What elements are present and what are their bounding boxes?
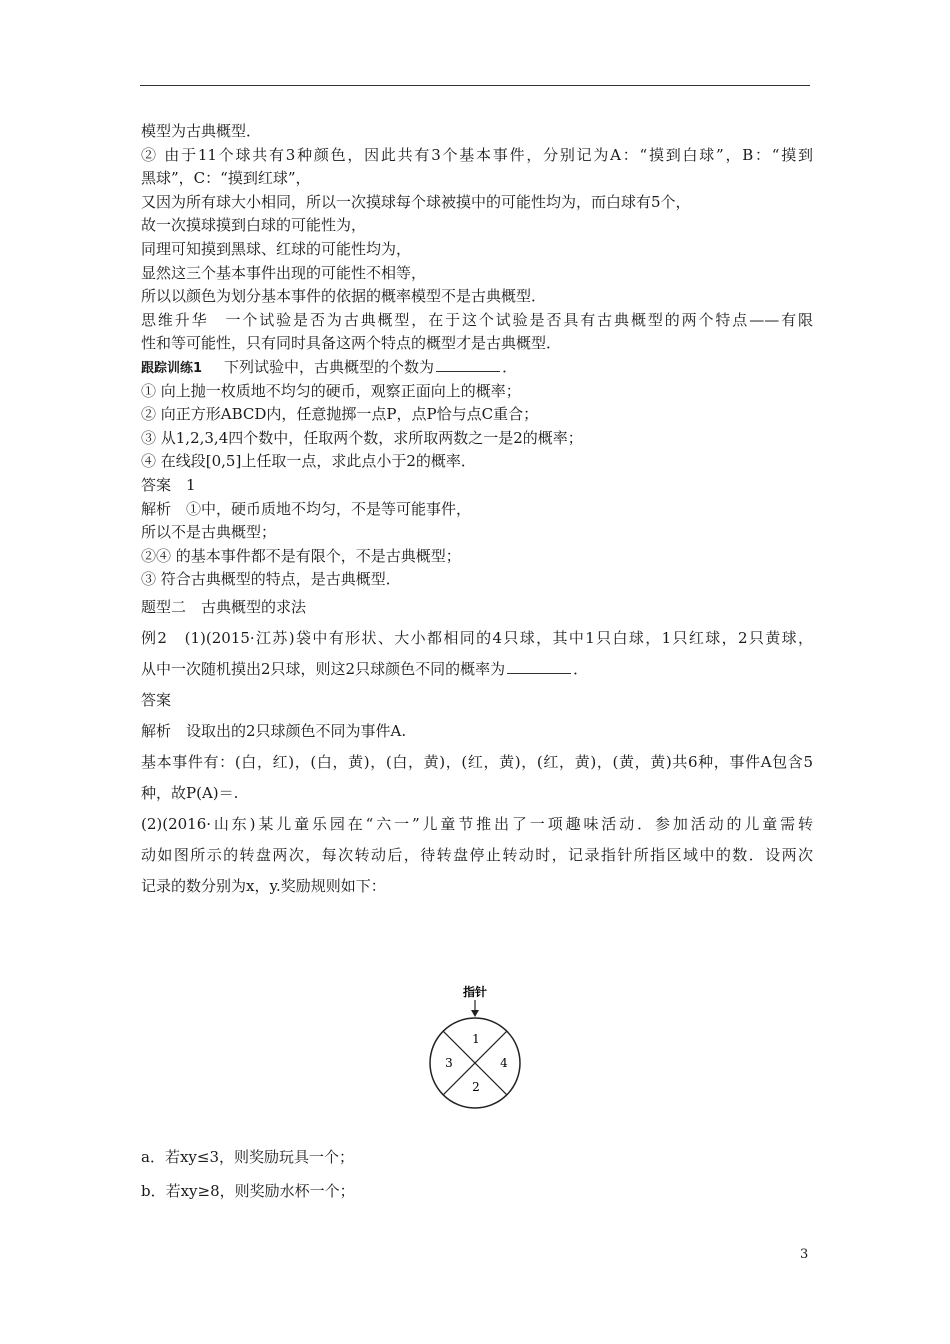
example-answer: 答案 bbox=[141, 690, 172, 709]
header-rule bbox=[140, 85, 810, 86]
example-line: 从中一次随机摸出2只球，则这2只球颜色不同的概率为 ． bbox=[141, 659, 589, 678]
example-line: 例2 (1)(2015·江苏)袋中有形状、大小都相同的4只球，其中1只白球，1只红球，2只黄球， bbox=[141, 628, 813, 647]
example-analysis: 解析 设取出的2只球颜色不同为事件A. bbox=[141, 721, 407, 740]
text-line: 黑球”，C：“摸到红球”， bbox=[141, 169, 311, 188]
text-line: 又因为所有球大小相同，所以一次摸球每个球被摸中的可能性均为，而白球有5个， bbox=[141, 192, 691, 211]
practice-analysis: ③ 符合古典概型的特点，是古典概型． bbox=[141, 570, 401, 589]
sector-label: 4 bbox=[500, 1056, 508, 1070]
practice-tag: 跟踪训练1 bbox=[141, 360, 203, 376]
pointer-arrowhead bbox=[471, 1010, 479, 1017]
sector-label: 3 bbox=[445, 1056, 453, 1070]
summary-line: 性和等可能性，只有同时具备这两个特点的概型才是古典概型． bbox=[141, 334, 562, 353]
rule-item: a．若xy≤3，则奖励玩具一个； bbox=[141, 1148, 354, 1166]
practice-item: ② 向正方形ABCD内，任意抛掷一点P，点P恰与点C重合； bbox=[141, 405, 539, 424]
sector-label: 1 bbox=[472, 1032, 480, 1046]
text-line: 故一次摸球摸到白球的可能性为， bbox=[141, 216, 367, 235]
summary-line: 思维升华 一个试验是否为古典概型，在于这个试验是否具有古典概型的两个特点——有限 bbox=[141, 310, 813, 329]
section-title: 题型二 古典概型的求法 bbox=[141, 597, 307, 616]
page-number: 3 bbox=[800, 1247, 809, 1262]
text-line: 同理可知摸到黑球、红球的可能性均为， bbox=[141, 239, 412, 258]
answer-blank bbox=[436, 357, 500, 372]
practice-item: ④ 在线段[0,5]上任取一点，求此点小于2的概率． bbox=[141, 452, 476, 471]
answer-blank bbox=[507, 659, 571, 674]
pointer-label: 指针 bbox=[462, 985, 488, 999]
practice-answer: 答案 1 bbox=[141, 475, 196, 494]
page-content bbox=[141, 120, 813, 902]
practice-item: ① 向上抛一枚质地不均匀的硬币，观察正面向上的概率； bbox=[141, 381, 521, 400]
sector-label: 2 bbox=[472, 1080, 480, 1094]
practice-item: ③ 从1,2,3,4四个数中，任取两个数，求所取两数之一是2的概率； bbox=[141, 428, 583, 447]
practice-question-text: 下列试验中，古典概型的个数为 bbox=[224, 357, 435, 376]
reward-rules bbox=[141, 1140, 355, 1208]
rule-item: b．若xy≥8，则奖励水杯一个； bbox=[141, 1182, 355, 1200]
example-line: 种，故P(A)＝. bbox=[141, 783, 239, 802]
example-line: (2)(2016·山东)某儿童乐园在“六一”儿童节推出了一项趣味活动．参加活动的儿童需转 bbox=[141, 814, 813, 833]
spinner-figure bbox=[420, 982, 530, 1114]
text-line: 所以以颜色为划分基本事件的依据的概率模型不是古典概型． bbox=[141, 287, 547, 306]
example-line: 基本事件有：(白，红)，(白，黄)，(白，黄)，(红，黄)，(红，黄)，(黄，黄)共6种，事件A包含5 bbox=[141, 752, 813, 771]
text-line: ② 由于11个球共有3种颜色，因此共有3个基本事件，分别记为A：“摸到白球”，B：“摸到 bbox=[141, 145, 813, 164]
text-line: 显然这三个基本事件出现的可能性不相等， bbox=[141, 263, 427, 282]
practice-analysis: 解析 ①中，硬币质地不均匀，不是等可能事件， bbox=[141, 499, 472, 518]
example-line: 动如图所示的转盘两次，每次转动后，待转盘停止转动时，记录指针所指区域中的数．设两次 bbox=[141, 845, 813, 864]
practice-analysis: 所以不是古典概型； bbox=[141, 523, 277, 542]
example-line: 记录的数分别为x，y.奖励规则如下： bbox=[141, 876, 386, 895]
text-line: 模型为古典概型． bbox=[141, 122, 262, 140]
practice-question: 跟踪训练1 下列试验中，古典概型的个数为 ． bbox=[141, 357, 518, 376]
practice-analysis: ②④ 的基本事件都不是有限个，不是古典概型； bbox=[141, 546, 461, 565]
